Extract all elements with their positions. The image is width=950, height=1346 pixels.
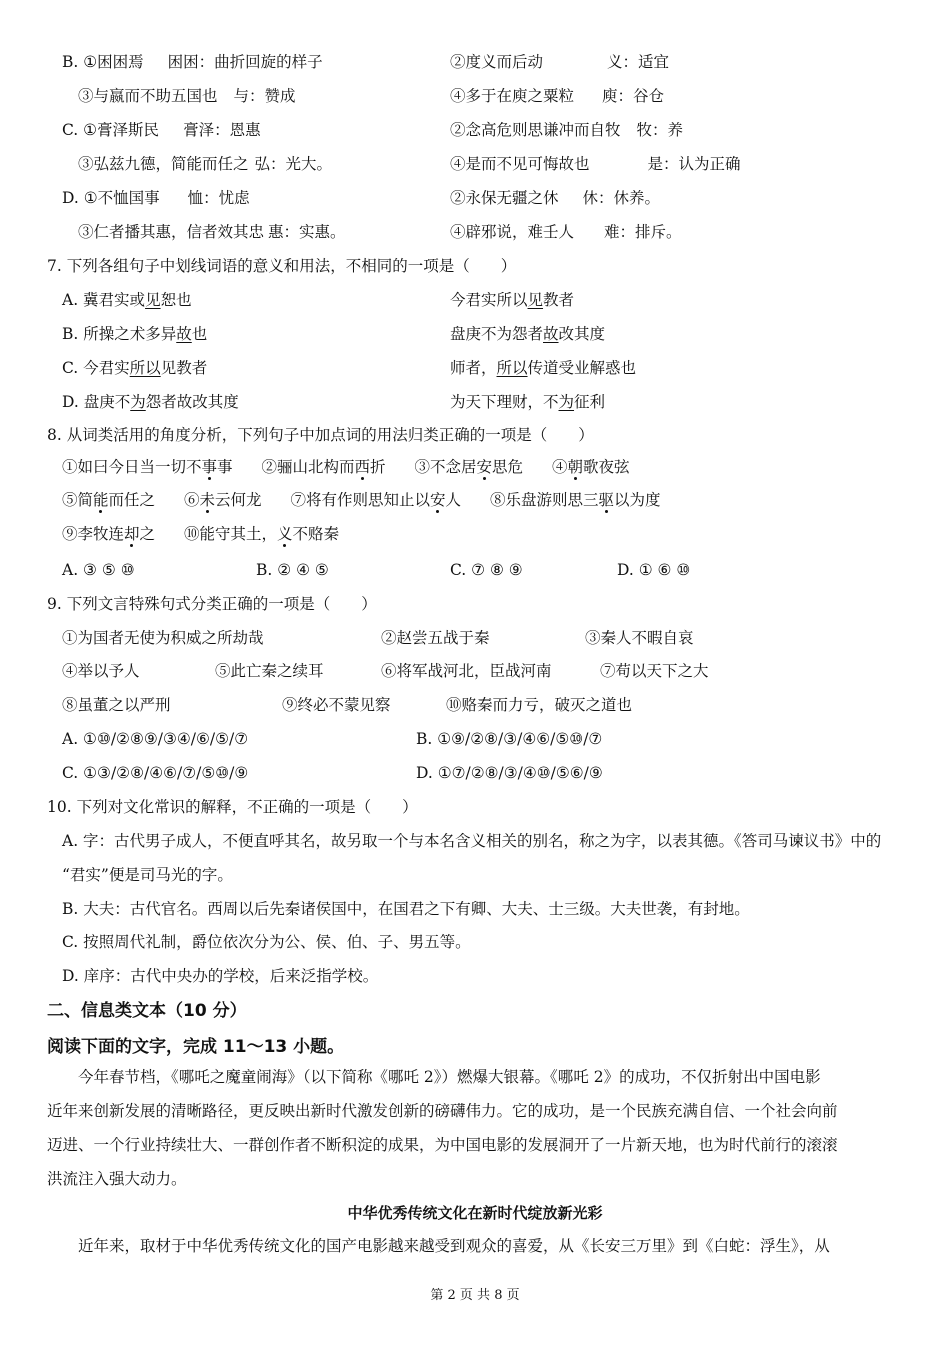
q7-b-left-text-post: 也	[191, 325, 208, 343]
q9-answer-b: B. ①⑨/②⑧/③/④⑥/⑤⑩/⑦	[416, 730, 603, 748]
section-heading: 二、信息类文本（10 分）	[47, 1001, 247, 1021]
q8-answer-a: A. ③ ⑤ ⑩	[62, 561, 135, 579]
q6-b-item-1: B. ①困困焉	[62, 53, 144, 71]
q6-c-gloss-2: 牧：养	[636, 121, 684, 139]
q7-c-right-underlined: 所以	[496, 359, 528, 377]
q7-a-right-underlined: 见	[527, 291, 544, 309]
q6-d-item-2: ②永保无疆之休	[450, 189, 559, 207]
q6-d-gloss-3: 惠：实惠。	[268, 223, 346, 241]
q9-item-6: ⑥将军战河北，臣战河南	[381, 662, 552, 680]
q7-a-right-text-post: 教者	[543, 291, 575, 309]
passage-line: 迈进、一个行业持续壮大、一群创作者不断积淀的成果，为中国电影的发展洞开了一片新天地，也为时代前行的滚滚	[47, 1136, 838, 1154]
q7-d-right-underlined: 为	[558, 393, 575, 411]
passage-paragraph-2	[47, 1229, 905, 1263]
q9-answer-d: D. ①⑦/②⑧/③/④⑩/⑤⑥/⑨	[416, 764, 603, 782]
q8-item-9: ⑨李牧连却之	[62, 525, 156, 543]
q8-answer-d: D. ① ⑥ ⑩	[617, 561, 691, 579]
passage-line: 今年春节档，《哪吒之魔童闹海》（以下简称《哪吒 2》）燃爆大银幕。《哪吒 2》的成功，不仅折射出中国电影	[47, 1068, 821, 1086]
q9-item-2: ②赵尝五战于秦	[381, 629, 490, 647]
q6-b-item-3: ③与嬴而不助五国也	[78, 87, 218, 105]
q6-c-left-2	[78, 153, 332, 175]
q6-d-gloss-2: 休：休养。	[582, 189, 661, 207]
q6-b-item-4: ④多于在庾之粟粒	[450, 87, 575, 105]
q6-d-gloss-1: 恤：忧虑	[187, 189, 250, 207]
q7-d-right-text: 为天下理财，不	[450, 393, 559, 411]
q6-b-left-1	[62, 51, 323, 73]
q6-d-left-1	[62, 187, 250, 209]
q9-item-9: ⑨终必不蒙见察	[282, 696, 391, 714]
q9-item-8: ⑧虽董之以严刑	[62, 696, 171, 714]
q6-d-item-4: ④辟邪说，难壬人	[450, 223, 575, 241]
q8-item-8: ⑧乐盘游则思三驱以为度	[489, 491, 661, 509]
q7-c-left-text-post: 见教者	[160, 359, 208, 377]
q8-stem: 8. 从词类活用的角度分析，下列句子中加点词的用法归类正确的一项是（ ）	[47, 426, 594, 444]
q7-d-left	[62, 391, 239, 413]
q6-d-item-1: D. ①不恤国事	[62, 189, 160, 207]
q6-c-right-1	[450, 119, 683, 141]
q6-c-item-4: ④是而不见可悔故也	[450, 155, 590, 173]
q10-option-a-line-1: A. 字：古代男子成人，不便直呼其名，故另取一个与本名含义相关的别名，称之为字，以表其德。《答司马谏议书》中的	[62, 832, 882, 850]
q9-answer-a: A. ①⑩/②⑧⑨/③④/⑥/⑤/⑦	[62, 730, 249, 748]
q6-d-left-2	[78, 221, 346, 243]
q10-option-c: C. 按照周代礼制，爵位依次分为公、侯、伯、子、男五等。	[62, 933, 471, 951]
q6-b-gloss-1: 困困：曲折回旋的样子	[167, 53, 323, 71]
q10-stem: 10. 下列对文化常识的解释，不正确的一项是（ ）	[47, 798, 418, 816]
q7-stem: 7. 下列各组句子中划线词语的意义和用法，不相同的一项是（ ）	[47, 257, 517, 275]
q7-b-left	[62, 323, 207, 345]
q6-d-right-1	[450, 187, 660, 209]
q8-item-6: ⑥未云何龙	[183, 491, 262, 509]
q9-item-5: ⑤此亡秦之续耳	[215, 662, 324, 680]
q6-b-gloss-2: 义：适宜	[607, 53, 670, 71]
q7-c-right	[450, 357, 636, 379]
q6-c-item-3: ③弘兹九德，简能而任之	[78, 155, 249, 173]
q8-row-1	[62, 456, 630, 478]
q7-a-left-text-post: 恕也	[160, 291, 192, 309]
q6-c-right-2	[450, 153, 741, 175]
q6-c-gloss-3: 弘：光大。	[254, 155, 333, 173]
q6-b-item-2: ②度义而后动	[450, 53, 544, 71]
q6-c-item-1: C. ①膏泽斯民	[62, 121, 160, 139]
q8-row-2	[62, 489, 661, 511]
q7-d-left-text-post: 怨者故改其度	[145, 393, 239, 411]
q9-item-4: ④举以予人	[62, 662, 140, 680]
q9-stem: 9. 下列文言特殊句式分类正确的一项是（ ）	[47, 595, 377, 613]
q6-b-right-1	[450, 51, 669, 73]
q6-c-gloss-1: 膏泽：恩惠	[183, 121, 261, 139]
q8-item-7: ⑦将有作则思知止以安人	[290, 491, 462, 509]
q8-row-3	[62, 523, 339, 545]
q10-option-d: D. 庠序：古代中央办的学校，后来泛指学校。	[62, 967, 379, 985]
q8-item-4: ④朝歌夜弦	[551, 458, 630, 476]
q9-item-10: ⑩赂秦而力亏，破灭之道也	[446, 696, 633, 714]
q7-a-left	[62, 289, 192, 311]
passage-line: 近年来，取材于中华优秀传统文化的国产电影越来越受到观众的喜爱，从《长安三万里》到《白蛇：浮生》，从	[47, 1237, 830, 1255]
q7-b-right-text-post: 改其度	[558, 325, 606, 343]
q6-b-gloss-4: 庾：谷仓	[602, 87, 665, 105]
q9-item-1: ①为国者无使为积威之所劫哉	[62, 629, 264, 647]
q6-d-gloss-4: 难：排斥。	[604, 223, 682, 241]
passage-line: 近年来创新发展的清晰路径，更反映出新时代激发创新的磅礴伟力。它的成功，是一个民族充满自信、一个社会向前	[47, 1102, 838, 1120]
q7-b-right	[450, 323, 605, 345]
q8-item-1: ①如曰今日当一切不事事	[62, 458, 233, 476]
q6-b-right-2	[450, 85, 664, 107]
q6-c-item-2: ②念高危则思谦冲而自牧	[450, 121, 621, 139]
section-instruction: 阅读下面的文字，完成 11～13 小题。	[47, 1037, 345, 1057]
q7-a-left-text: A. 冀君实或	[62, 291, 146, 309]
q7-a-left-underlined: 见	[145, 291, 161, 309]
q7-c-left	[62, 357, 207, 379]
q9-item-7: ⑦苟以天下之大	[600, 662, 709, 680]
q7-a-right	[450, 289, 574, 311]
q9-item-3: ③秦人不暇自哀	[585, 629, 694, 647]
q10-option-b: B. 大夫：古代官名。西周以后先秦诸侯国中，在国君之下有卿、大夫、士三级。大夫世袭，有封地。	[62, 900, 750, 918]
q10-option-a-line-2: “君实”便是司马光的字。	[62, 866, 233, 884]
q8-answer-c: C. ⑦ ⑧ ⑨	[450, 561, 523, 579]
q7-b-left-underlined: 故	[176, 325, 192, 343]
q7-a-right-text: 今君实所以	[450, 291, 528, 309]
q8-answer-b: B. ② ④ ⑤	[256, 561, 329, 579]
q7-d-right	[450, 391, 605, 413]
page-footer: 第 2 页 共 8 页	[430, 1288, 520, 1303]
article-title: 中华优秀传统文化在新时代绽放新光彩	[347, 1204, 603, 1222]
q8-item-3: ③不念居安思危	[414, 458, 524, 476]
q7-d-right-text-post: 征利	[574, 393, 606, 411]
q7-b-right-text: 盘庚不为怨者	[450, 325, 544, 343]
passage-paragraph-1	[47, 1060, 905, 1196]
q7-b-left-text: B. 所操之术多异	[62, 325, 177, 343]
q6-c-gloss-4: 是：认为正确	[647, 155, 741, 173]
q8-item-10: ⑩能守其土，义不赂秦	[183, 525, 340, 543]
q7-c-right-text: 师者，	[450, 359, 497, 377]
q6-b-gloss-3: 与：赞成	[233, 87, 296, 105]
q7-b-right-underlined: 故	[543, 325, 559, 343]
q7-c-right-text-post: 传道受业解惑也	[527, 359, 637, 377]
q7-c-left-text: C. 今君实	[62, 359, 130, 377]
q6-d-right-2	[450, 221, 682, 243]
q9-answer-c: C. ①③/②⑧/④⑥/⑦/⑤⑩/⑨	[62, 764, 249, 782]
q8-item-5: ⑤简能而任之	[62, 491, 156, 509]
q7-d-left-text: D. 盘庚不	[62, 393, 131, 411]
q7-c-left-underlined: 所以	[129, 359, 161, 377]
q6-b-left-2	[78, 85, 296, 107]
q7-d-left-underlined: 为	[130, 393, 146, 411]
q6-c-left-1	[62, 119, 261, 141]
q6-d-item-3: ③仁者播其惠，信者效其忠	[78, 223, 265, 241]
q8-item-2: ②骊山北构而西折	[261, 458, 386, 476]
passage-line: 洪流注入强大动力。	[47, 1170, 187, 1188]
